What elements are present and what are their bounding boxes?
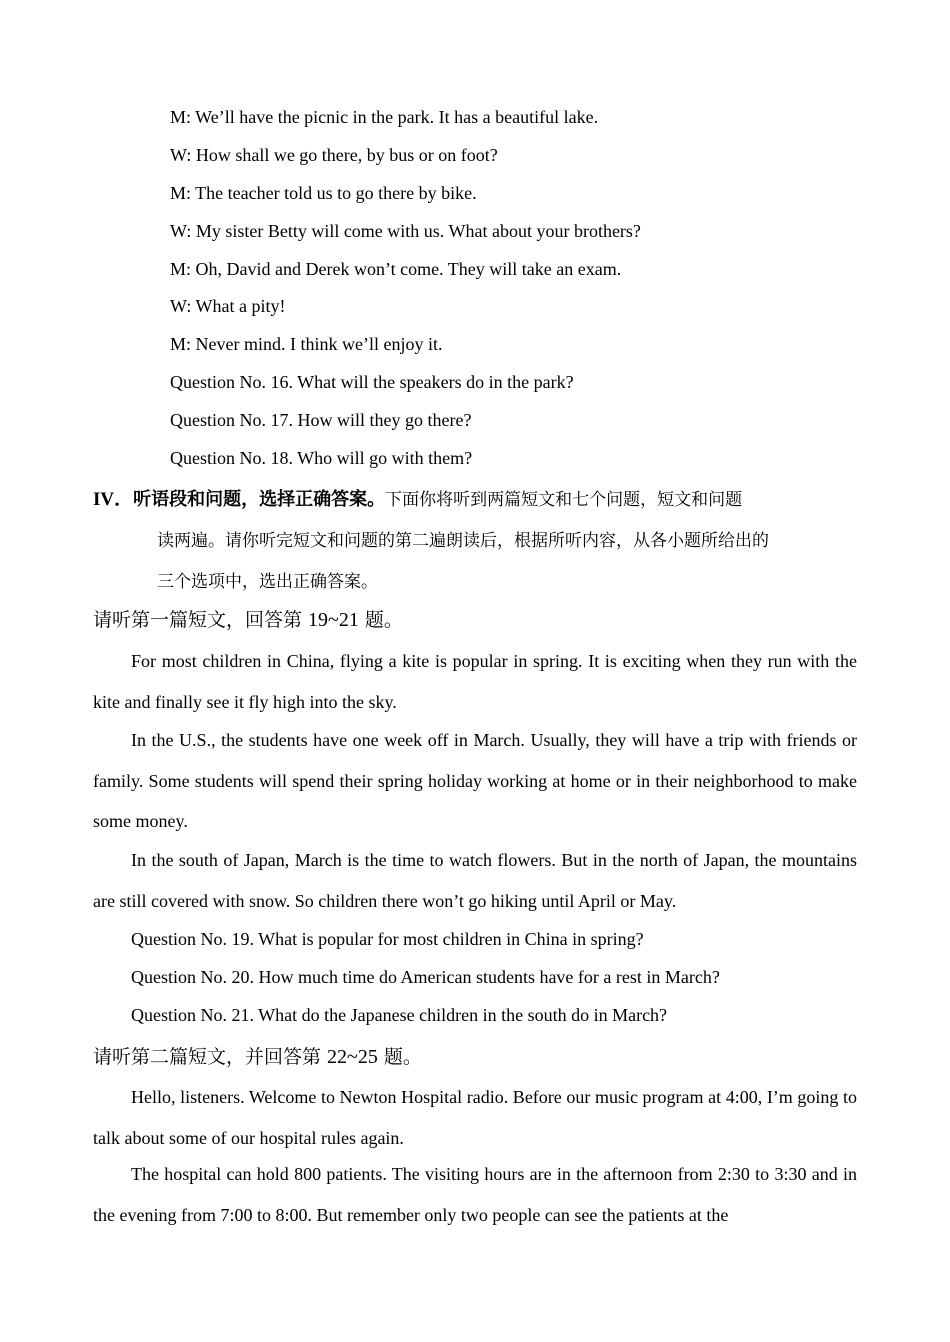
heading-text: 请听第一篇短文，回答第 (93, 609, 309, 631)
question-line: Question No. 20. How much time do American students have for a rest in March? (131, 967, 720, 987)
heading-range: 22~25 (327, 1046, 378, 1068)
passage-paragraph: In the south of Japan, March is the time to watch flowers. But in the north of Japan, the mountains are still covered with snow. So children there won’t go hiking until April or May. (93, 850, 857, 911)
heading-text: 请听第二篇短文，并回答第 (93, 1046, 328, 1068)
dialogue-line: M: Never mind. I think we’ll enjoy it. (170, 334, 443, 354)
question-line: Question No. 17. How will they go there? (170, 410, 472, 430)
passage-heading (93, 1044, 422, 1070)
dialogue-line: W: What a pity! (170, 296, 286, 316)
dialogue-line: W: My sister Betty will come with us. What about your brothers? (170, 221, 641, 241)
passage-paragraph: Hello, listeners. Welcome to Newton Hospital radio. Before our music program at 4:00, I’m going to talk about some of our hospital rules again. (93, 1087, 857, 1148)
dialogue-line: M: Oh, David and Derek won’t come. They will take an exam. (170, 259, 622, 279)
dialogue-line: M: We’ll have the picnic in the park. It has a beautiful lake. (170, 107, 599, 127)
question-line: Question No. 21. What do the Japanese children in the south do in March? (131, 1005, 668, 1025)
question-line: Question No. 19. What is popular for most children in China in spring? (131, 929, 644, 949)
heading-text: 题。 (377, 1046, 422, 1068)
passage-heading (93, 607, 403, 633)
passage-paragraph: For most children in China, flying a kite is popular in spring. It is exciting when they run with the kite and finally see it fly high into the sky. (93, 651, 857, 712)
question-line: Question No. 16. What will the speakers do in the park? (170, 372, 574, 392)
passage-paragraph: In the U.S., the students have one week off in March. Usually, they will have a trip with friends or family. Some students will spend their spring holiday working at home or in their neighborhood to make some money. (93, 730, 857, 831)
question-line: Question No. 18. Who will go with them? (170, 448, 473, 468)
passage-paragraph: The hospital can hold 800 patients. The visiting hours are in the afternoon from 2:30 to 3:30 and in the evening from 7:00 to 8:00. But remember only two people can see the patients at the (93, 1164, 857, 1225)
heading-text: 题。 (358, 609, 403, 631)
section-number: IV． (93, 489, 134, 510)
section-instruction: 下面你将听到两篇短文和七个问题，短文和问题 (385, 490, 743, 510)
heading-range: 19~21 (308, 609, 359, 631)
dialogue-line: W: How shall we go there, by bus or on foot? (170, 145, 498, 165)
section-instruction: 三个选项中，选出正确答案。 (157, 572, 378, 592)
section-instruction: 读两遍。请你听完短文和问题的第二遍朗读后，根据所听内容，从各小题所给出的 (157, 531, 769, 551)
section-title: 听语段和问题，选择正确答案。 (133, 489, 386, 510)
dialogue-line: M: The teacher told us to go there by bike. (170, 183, 477, 203)
section-heading (93, 479, 857, 603)
